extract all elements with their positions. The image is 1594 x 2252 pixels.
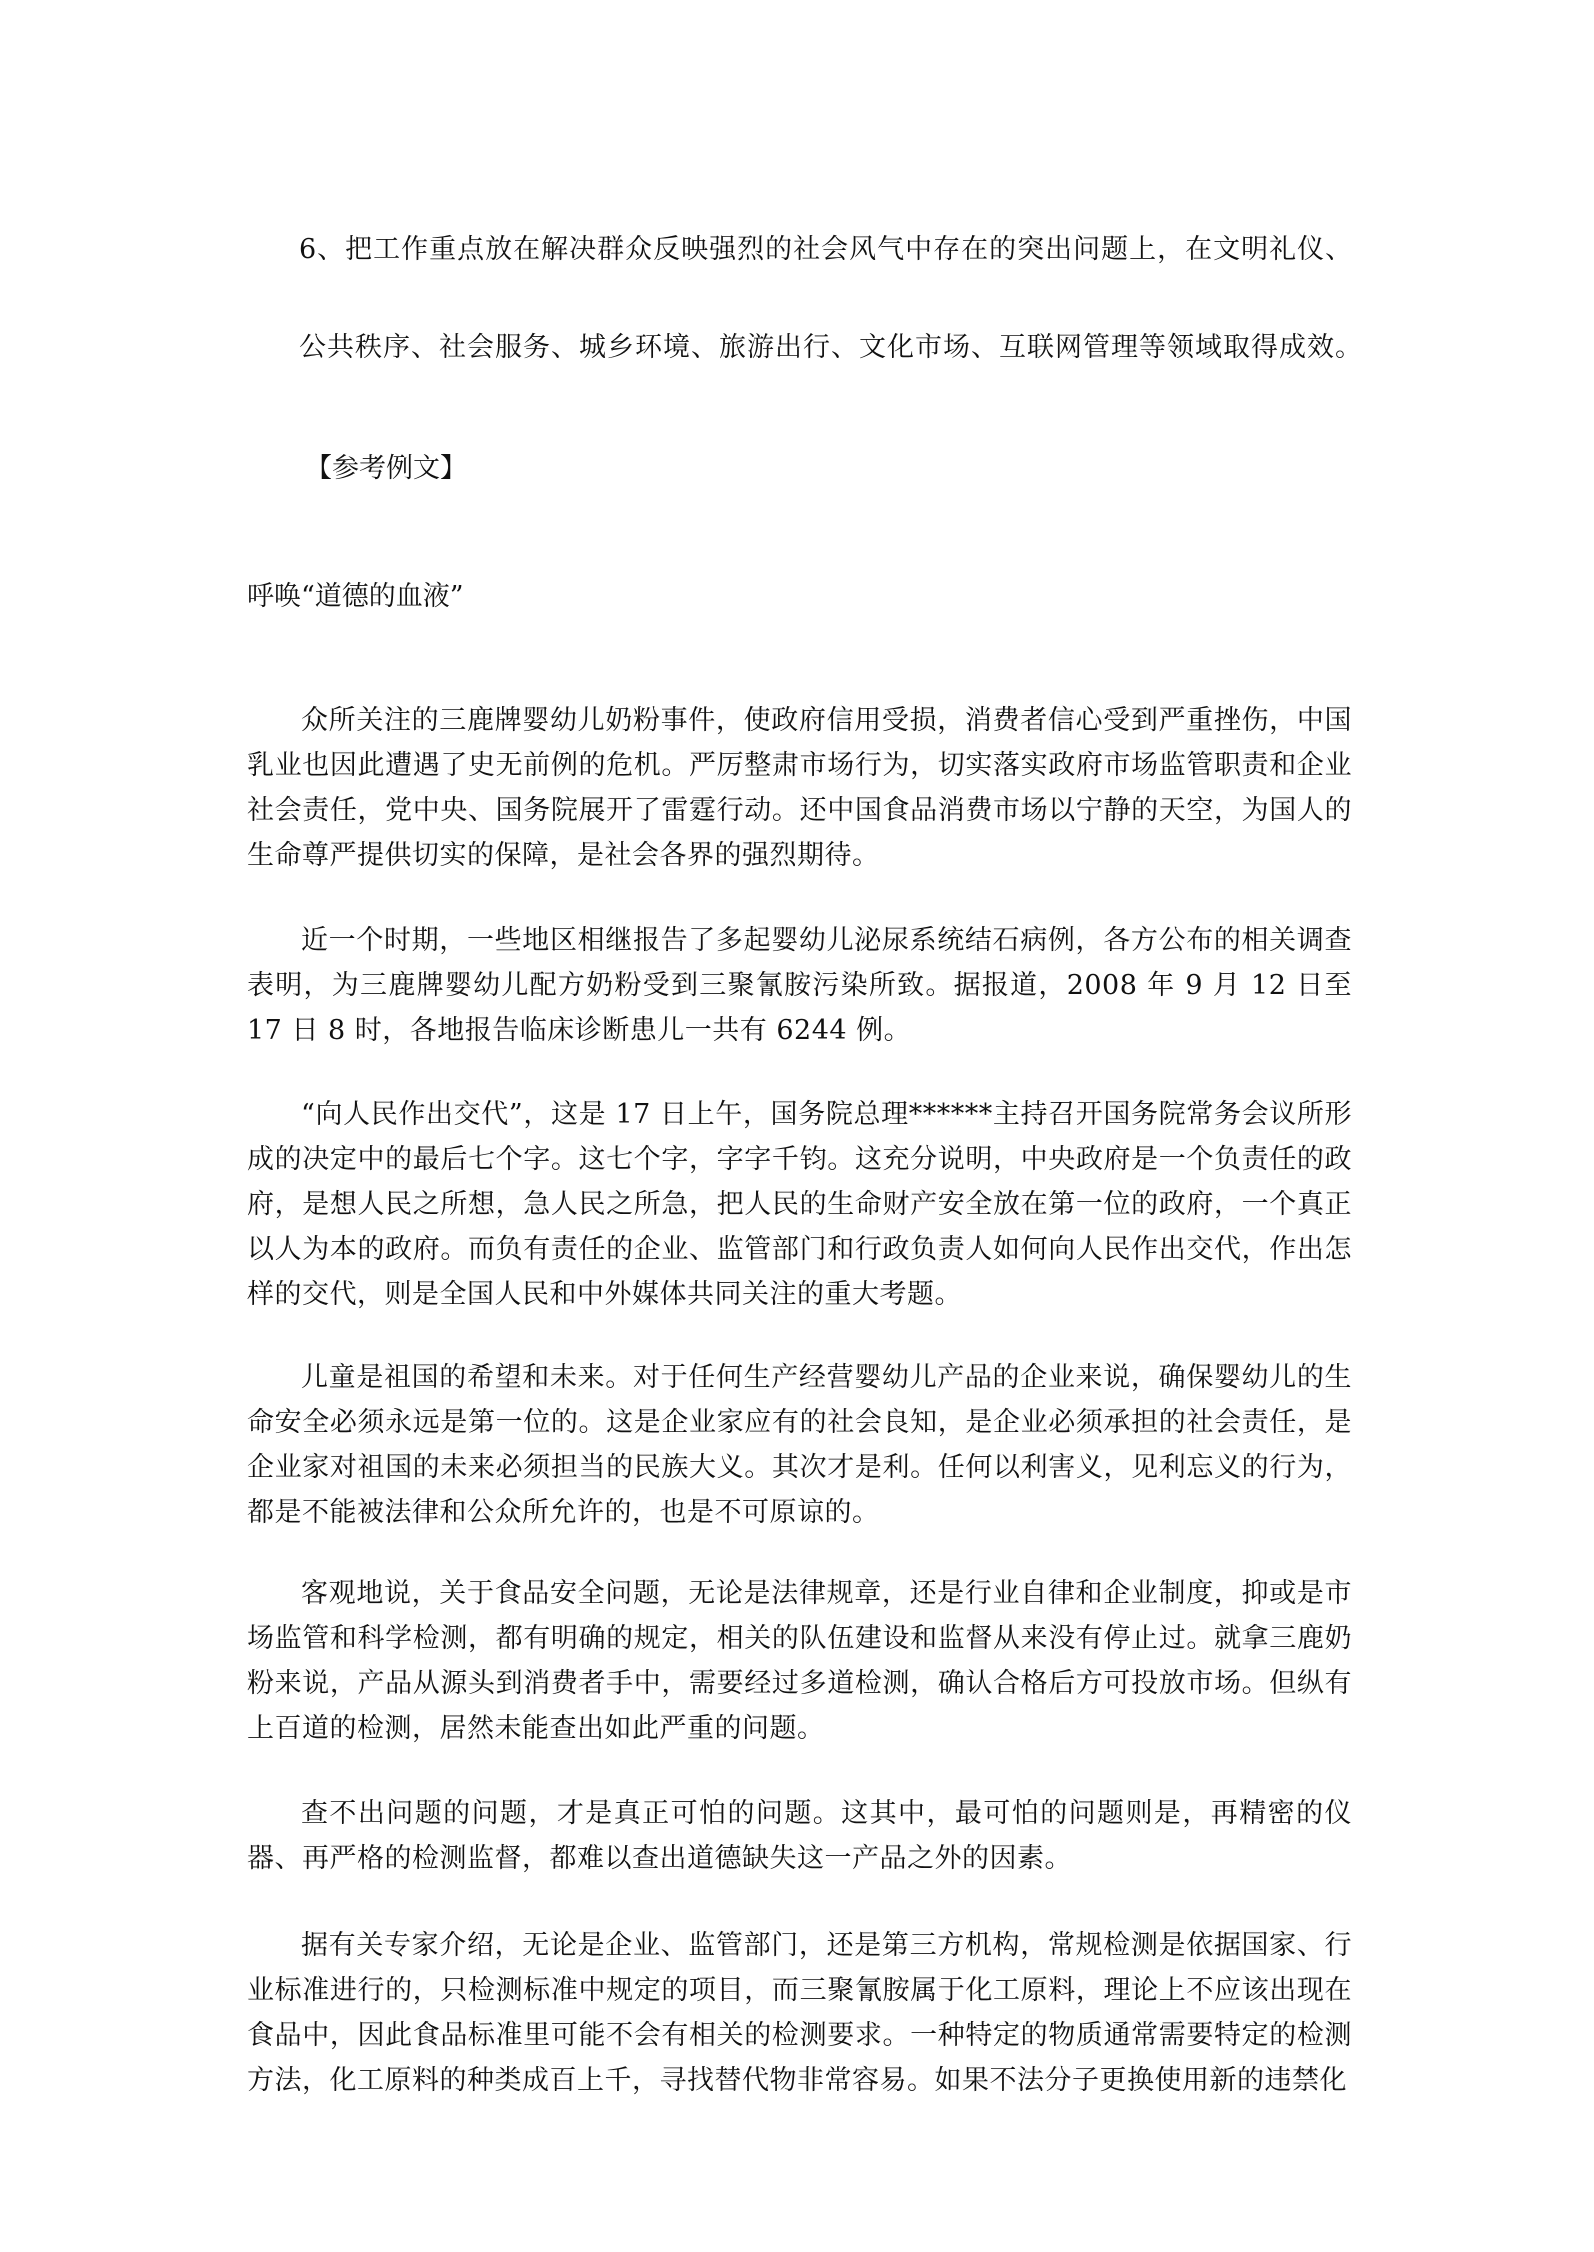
intro-line-2: 公共秩序、社会服务、城乡环境、旅游出行、文化市场、互联网管理等领域取得成效。 [299,332,1363,363]
paragraph-6: 查不出问题的问题，才是真正可怕的问题。这其中，最可怕的问题则是，再精密的仪器、再严格的检测监督，都难以查出道德缺失这一产品之外的因素。 [247,1798,1352,1874]
paragraph-2: 近一个时期，一些地区相继报告了多起婴幼儿泌尿系统结石病例，各方公布的相关调查表明，为三鹿牌婴幼儿配方奶粉受到三聚氰胺污染所致。据报道，2008 年 9 月 12 日至 17 日 8 时，各地报告临床诊断患儿一共有 6244 例。 [247,925,1352,1046]
paragraph-4: 儿童是祖国的希望和未来。对于任何生产经营婴幼儿产品的企业来说，确保婴幼儿的生命安全必须永远是第一位的。这是企业家应有的社会良知，是企业必须承担的社会责任，是企业家对祖国的未来必须担当的民族大义。其次才是利。任何以利害义，见利忘义的行为，都是不能被法律和公众所允许的，也是不可原谅的。 [247,1362,1352,1528]
paragraph-5: 客观地说，关于食品安全问题，无论是法律规章，还是行业自律和企业制度，抑或是市场监管和科学检测，都有明确的规定，相关的队伍建设和监督从来没有停止过。就拿三鹿奶粉来说，产品从源头到消费者手中，需要经过多道检测，确认合格后方可投放市场。但纵有上百道的检测，居然未能查出如此严重的问题。 [247,1578,1352,1744]
article-title: 呼唤“道德的血液” [247,581,464,612]
paragraph-3: “向人民作出交代”，这是 17 日上午，国务院总理******主持召开国务院常务会议所形成的决定中的最后七个字。这七个字，字字千钧。这充分说明，中央政府是一个负责任的政府，是想人民之所想，急人民之所急，把人民的生命财产安全放在第一位的政府，一个真正以人为本的政府。而负有责任的企业、监管部门和行政负责人如何向人民作出交代，作出怎样的交代，则是全国人民和中外媒体共同关注的重大考题。 [247,1099,1352,1310]
paragraph-1: 众所关注的三鹿牌婴幼儿奶粉事件，使政府信用受损，消费者信心受到严重挫伤，中国乳业也因此遭遇了史无前例的危机。严厉整肃市场行为，切实落实政府市场监管职责和企业社会责任，党中央、国务院展开了雷霆行动。还中国食品消费市场以宁静的天空，为国人的生命尊严提供切实的保障，是社会各界的强烈期待。 [247,705,1352,871]
intro-line-1: 6、把工作重点放在解决群众反映强烈的社会风气中存在的突出问题上，在文明礼仪、 [299,234,1354,265]
reference-heading: 【参考例文】 [305,453,467,484]
paragraph-7: 据有关专家介绍，无论是企业、监管部门，还是第三方机构，常规检测是依据国家、行业标准进行的，只检测标准中规定的项目，而三聚氰胺属于化工原料，理论上不应该出现在食品中，因此食品标准里可能不会有相关的检测要求。一种特定的物质通常需要特定的检测方法，化工原料的种类成百上千，寻找替代物非常容易。如果不法分子更换使用新的违禁化 [247,1930,1352,2096]
